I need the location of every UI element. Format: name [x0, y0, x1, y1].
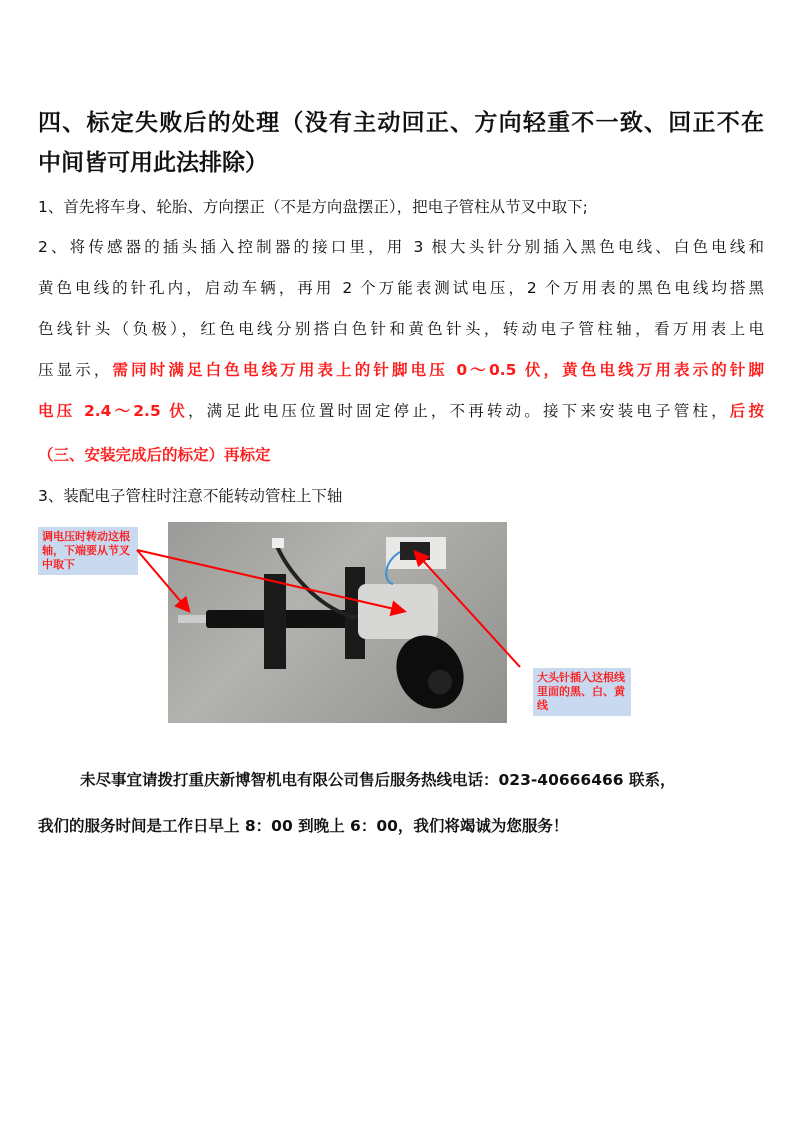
heading-line-1: 四、标定失败后的处理（没有主动回正、方向轻重不一致、回正不在 — [38, 110, 764, 136]
step-1: 1、首先将车身、轮胎、方向摆正（不是方向盘摆正），把电子管柱从节叉中取下; — [38, 198, 588, 216]
footer-line-1: 未尽事宜请拨打重庆新博智机电有限公司售后服务热线电话：023-40666466 联系， — [80, 771, 676, 789]
step-3: 3、装配电子管柱时注意不能转动管柱上下轴 — [38, 487, 343, 505]
step-2-line-1: 2、将传感器的插头插入控制器的接口里，用 3 根大头针分别插入黑色电线、白色电线和 — [38, 238, 764, 256]
highlight-text: 电压 2.4～2.5 伏 — [38, 402, 188, 420]
callout-wires: 大头针插入这根线里面的黑、白、黄线 — [533, 668, 631, 716]
highlight-text: 需同时满足白色电线万用表上的针脚电压 0～0.5 伏，黄色电线万用表示的针脚 — [112, 361, 764, 379]
footer-line-2: 我们的服务时间是工作日早上 8：00 到晚上 6：00，我们将竭诚为您服务！ — [38, 817, 569, 835]
text: 压显示， — [38, 361, 113, 379]
callout-shaft: 调电压时转动这根轴，下端要从节叉中取下 — [38, 527, 138, 575]
step-2-line-2: 黄色电线的针孔内，启动车辆，再用 2 个万能表测试电压，2 个万用表的黑色电线均搭黑 — [38, 279, 764, 297]
arrow-to-shaft-end — [137, 550, 403, 611]
highlight-text: 后按 — [729, 402, 764, 420]
step-2-line-6: （三、安装完成后的标定）再标定 — [38, 446, 271, 464]
text: ，满足此电压位置时固定停止，不再转动。接下来安装电子管柱， — [188, 402, 730, 420]
step-2-line-3: 色线针头（负极），红色电线分别搭白色针和黄色针头，转动电子管柱轴，看万用表上电 — [38, 320, 764, 338]
heading-line-2: 中间皆可用此法排除） — [38, 150, 268, 176]
arrow-to-connector — [416, 553, 520, 667]
